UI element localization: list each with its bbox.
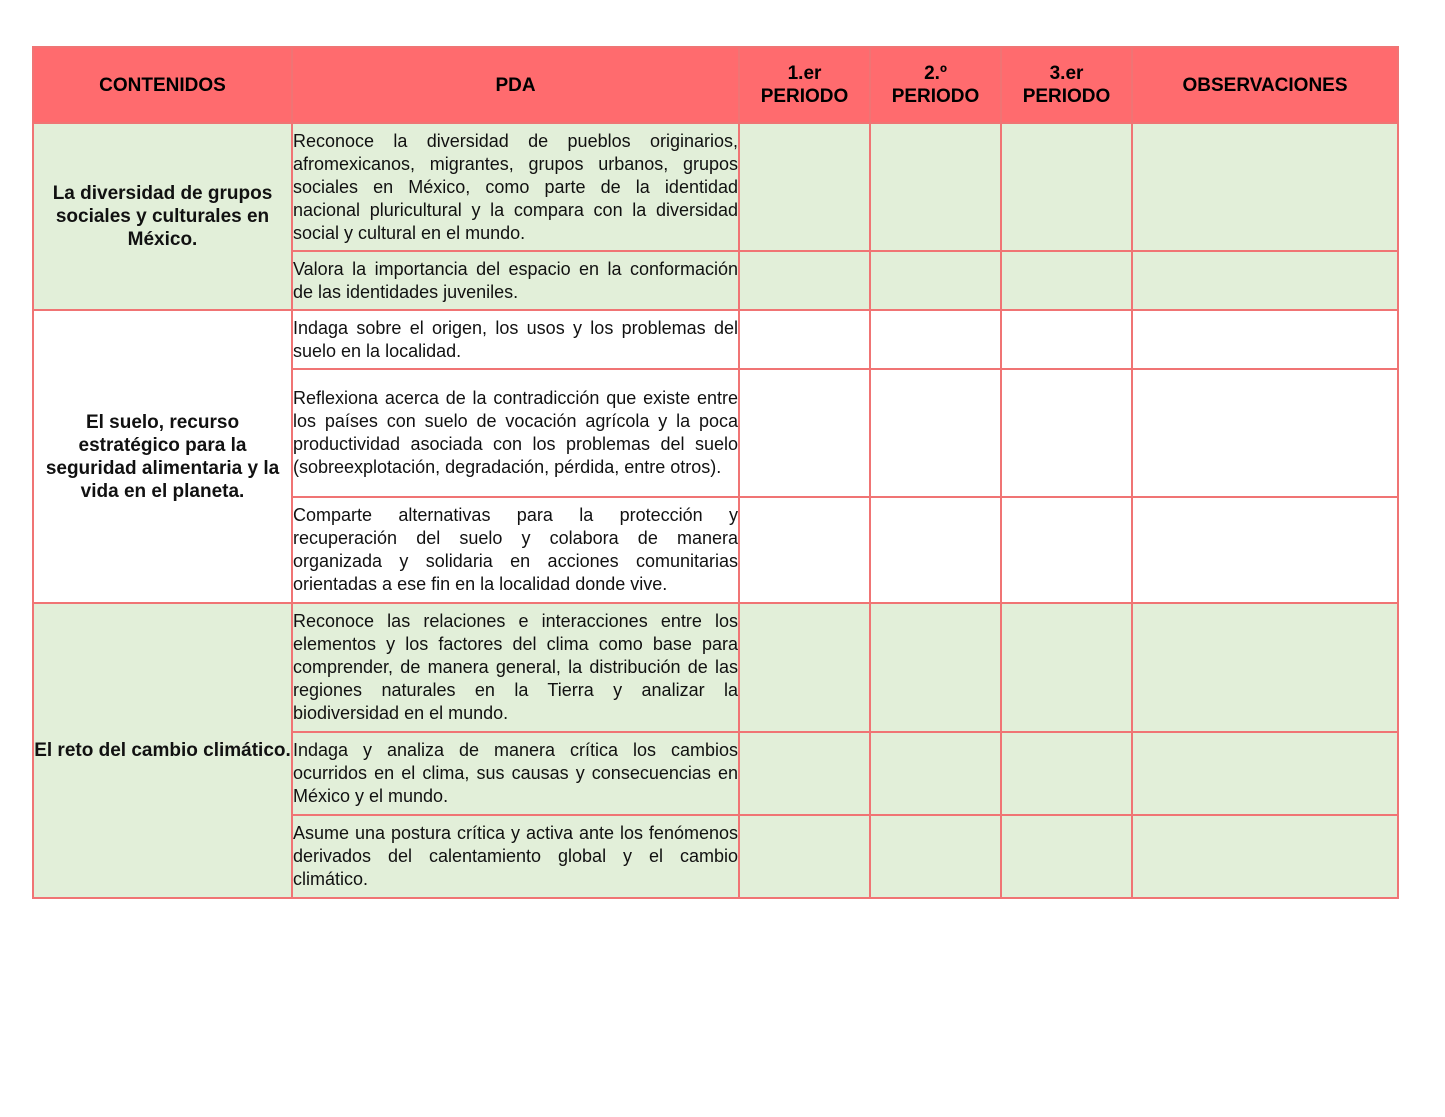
pda-cell: Reconoce las relaciones e interacciones entre los elementos y los factores del clima como base para comprender, de manera general, la distribución de las regiones naturales en la Tierra y analizar la biodiversidad en el mundo.	[292, 603, 739, 732]
periodo-3-cell[interactable]	[1001, 251, 1132, 310]
header-periodo-2-line1: 2.º	[924, 63, 947, 84]
observaciones-cell[interactable]	[1132, 369, 1398, 497]
header-row	[33, 47, 1398, 123]
header-periodo-1-line1: 1.er	[787, 63, 822, 84]
pda-cell: Reconoce la diversidad de pueblos originarios, afromexicanos, migrantes, grupos urbanos, grupos sociales en México, como parte de la identidad nacional pluricultural y la compara con la diversidad social y cultural en el mundo.	[292, 123, 739, 251]
periodo-2-cell[interactable]	[870, 497, 1001, 603]
periodo-1-cell[interactable]	[739, 732, 870, 815]
observaciones-cell[interactable]	[1132, 497, 1398, 603]
header-periodo-1	[739, 47, 870, 123]
pda-cell: Comparte alternativas para la protección y recuperación del suelo y colabora de manera organizada y solidaria en acciones comunitarias orientadas a ese fin en la localidad donde vive.	[292, 497, 739, 603]
header-periodo-2	[870, 47, 1001, 123]
contenido-cell: La diversidad de grupos sociales y culturales en México.	[33, 123, 292, 310]
header-contenidos: CONTENIDOS	[33, 47, 292, 123]
periodo-3-cell[interactable]	[1001, 369, 1132, 497]
periodo-2-cell[interactable]	[870, 732, 1001, 815]
periodo-2-cell[interactable]	[870, 369, 1001, 497]
observaciones-cell[interactable]	[1132, 123, 1398, 251]
periodo-3-cell[interactable]	[1001, 732, 1132, 815]
periodo-3-cell[interactable]	[1001, 815, 1132, 898]
periodo-3-cell[interactable]	[1001, 123, 1132, 251]
periodo-2-cell[interactable]	[870, 251, 1001, 310]
observaciones-cell[interactable]	[1132, 603, 1398, 732]
observaciones-cell[interactable]	[1132, 251, 1398, 310]
observaciones-cell[interactable]	[1132, 815, 1398, 898]
observaciones-cell[interactable]	[1132, 310, 1398, 369]
header-periodo-3-line2: PERIODO	[1022, 86, 1111, 107]
contenido-cell: El suelo, recurso estratégico para la seguridad alimentaria y la vida en el planeta.	[33, 310, 292, 603]
periodo-3-cell[interactable]	[1001, 603, 1132, 732]
periodo-3-cell[interactable]	[1001, 497, 1132, 603]
periodo-1-cell[interactable]	[739, 310, 870, 369]
header-pda: PDA	[292, 47, 739, 123]
header-periodo-3-line1: 3.er	[1049, 63, 1084, 84]
observaciones-cell[interactable]	[1132, 732, 1398, 815]
header-observaciones: OBSERVACIONES	[1132, 47, 1398, 123]
periodo-1-cell[interactable]	[739, 123, 870, 251]
pda-cell: Indaga sobre el origen, los usos y los problemas del suelo en la localidad.	[292, 310, 739, 369]
header-periodo-3	[1001, 47, 1132, 123]
periodo-2-cell[interactable]	[870, 310, 1001, 369]
periodo-1-cell[interactable]	[739, 815, 870, 898]
periodo-2-cell[interactable]	[870, 603, 1001, 732]
pda-cell: Reflexiona acerca de la contradicción que existe entre los países con suelo de vocación agrícola y la poca productividad asociada con los problemas del suelo (sobreexplotación, degradación, pérdida, entre otros).	[292, 369, 739, 497]
periodo-3-cell[interactable]	[1001, 310, 1132, 369]
pda-cell: Indaga y analiza de manera crítica los cambios ocurridos en el clima, sus causas y consecuencias en México y el mundo.	[292, 732, 739, 815]
table-row	[33, 603, 1398, 732]
header-periodo-1-line2: PERIODO	[760, 86, 849, 107]
planeacion-table	[32, 46, 1399, 899]
contenido-cell: El reto del cambio climático.	[33, 603, 292, 898]
header-periodo-2-line2: PERIODO	[891, 86, 980, 107]
periodo-2-cell[interactable]	[870, 123, 1001, 251]
periodo-1-cell[interactable]	[739, 603, 870, 732]
periodo-1-cell[interactable]	[739, 497, 870, 603]
table-row	[33, 310, 1398, 369]
periodo-2-cell[interactable]	[870, 815, 1001, 898]
periodo-1-cell[interactable]	[739, 369, 870, 497]
pda-cell: Valora la importancia del espacio en la conformación de las identidades juveniles.	[292, 251, 739, 310]
periodo-1-cell[interactable]	[739, 251, 870, 310]
table-row	[33, 123, 1398, 251]
pda-cell: Asume una postura crítica y activa ante los fenómenos derivados del calentamiento global y el cambio climático.	[292, 815, 739, 898]
